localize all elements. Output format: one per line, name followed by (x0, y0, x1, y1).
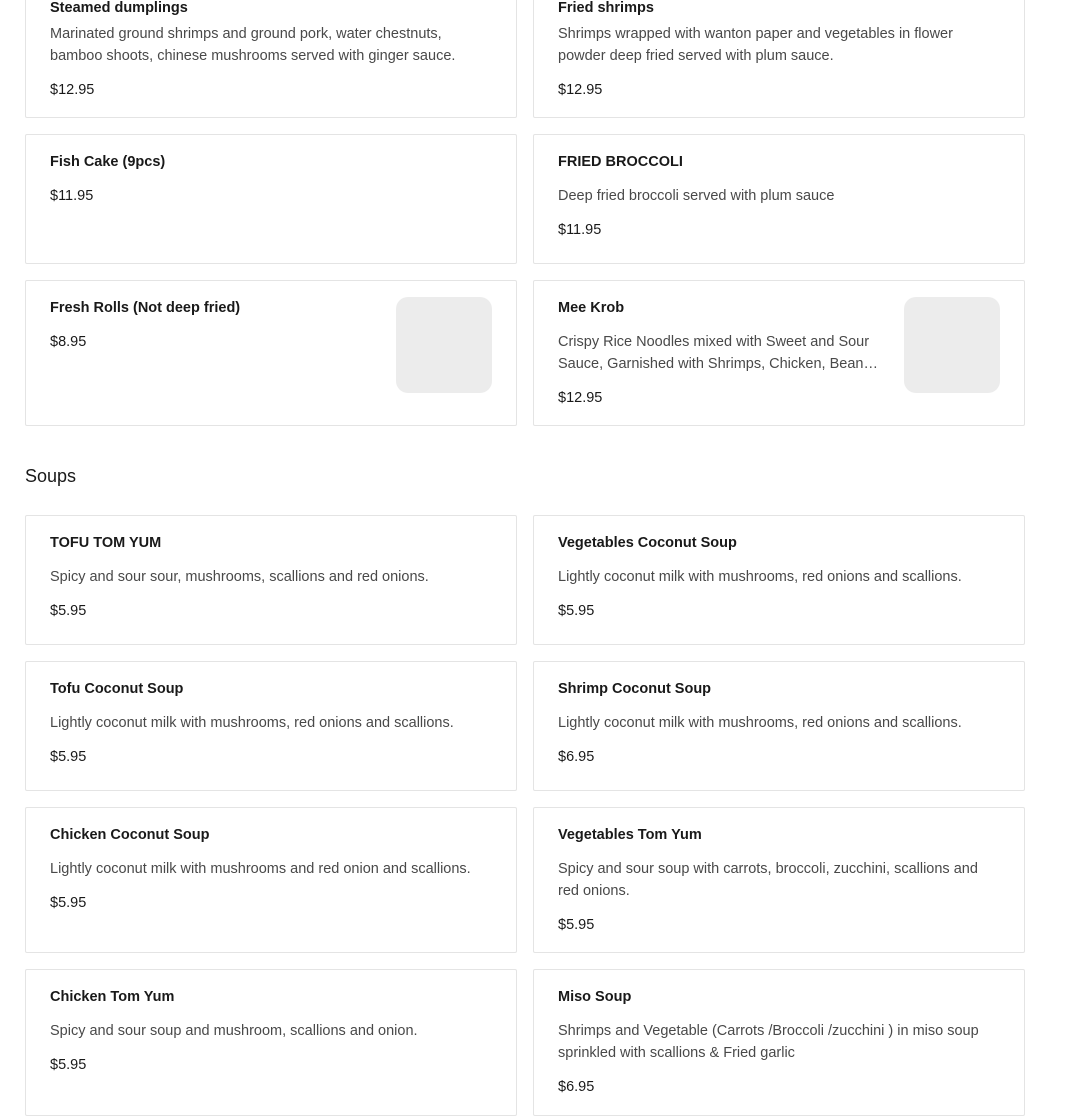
item-description: Crispy Rice Noodles mixed with Sweet and Sour Sauce, Garnished with Shrimps, Chicken, Bean… (558, 334, 878, 372)
item-image (904, 297, 1000, 393)
menu-item-card[interactable] (533, 515, 1025, 645)
item-name: Chicken Coconut Soup (50, 827, 210, 843)
item-price: $12.95 (558, 390, 603, 406)
item-price: $5.95 (558, 603, 595, 619)
item-name: Vegetables Tom Yum (558, 827, 702, 843)
menu-item-card[interactable] (533, 807, 1025, 953)
item-name: Fresh Rolls (Not deep fried) (50, 300, 241, 316)
item-description: Lightly coconut milk with mushrooms, red onions and scallions. (558, 715, 962, 731)
item-price: $6.95 (558, 749, 595, 765)
menu-item-card[interactable] (25, 515, 517, 645)
item-description: Shrimps wrapped with wanton paper and vegetables in flower powder deep fried served with plum sauce. (558, 26, 953, 64)
item-price: $6.95 (558, 1079, 595, 1095)
item-description: Deep fried broccoli served with plum sauce (558, 188, 835, 204)
menu-item-card[interactable] (533, 969, 1025, 1116)
item-name: Fish Cake (9pcs) (50, 154, 166, 170)
menu-item-card[interactable] (533, 280, 1025, 426)
menu-item-card[interactable] (533, 134, 1025, 264)
item-name: Mee Krob (558, 300, 625, 316)
item-price: $5.95 (558, 917, 595, 933)
section-title-soups: Soups (25, 466, 77, 486)
item-image (396, 297, 492, 393)
item-price: $11.95 (558, 222, 602, 238)
menu-item-card[interactable] (25, 807, 517, 953)
menu-item-card[interactable] (25, 661, 517, 791)
menu-item-card[interactable] (533, 0, 1025, 118)
item-price: $5.95 (50, 749, 87, 765)
item-name: Tofu Coconut Soup (50, 681, 184, 697)
item-description: Marinated ground shrimps and ground pork, water chestnuts, bamboo shoots, chinese mushrooms served with ginger sauce. (50, 26, 456, 64)
item-price: $11.95 (50, 188, 94, 204)
item-name: Chicken Tom Yum (50, 989, 175, 1005)
item-description: Spicy and sour sour, mushrooms, scallions and red onions. (50, 569, 429, 585)
item-description: Spicy and sour soup and mushroom, scallions and onion. (50, 1023, 418, 1039)
item-name: Miso Soup (558, 989, 632, 1005)
item-price: $12.95 (558, 82, 603, 98)
item-price: $5.95 (50, 895, 87, 911)
item-description: Lightly coconut milk with mushrooms, red onions and scallions. (558, 569, 962, 585)
item-name: Vegetables Coconut Soup (558, 535, 737, 551)
menu-item-card[interactable] (25, 134, 517, 264)
menu-item-card[interactable] (25, 0, 517, 118)
item-name: Fried shrimps (558, 0, 654, 16)
item-price: $8.95 (50, 334, 87, 350)
item-name: TOFU TOM YUM (50, 535, 162, 551)
item-name: FRIED BROCCOLI (558, 154, 683, 170)
menu-item-card[interactable] (25, 280, 517, 426)
item-description: Shrimps and Vegetable (Carrots /Broccoli /zucchini ) in miso soup sprinkled with scallions & Fried garlic (558, 1023, 979, 1061)
item-description: Spicy and sour soup with carrots, broccoli, zucchini, scallions and red onions. (558, 861, 978, 899)
menu-item-card[interactable] (533, 661, 1025, 791)
menu-item-card[interactable] (25, 969, 517, 1116)
item-price: $5.95 (50, 603, 87, 619)
item-description: Lightly coconut milk with mushrooms and red onion and scallions. (50, 861, 471, 877)
item-price: $12.95 (50, 82, 95, 98)
item-price: $5.95 (50, 1057, 87, 1073)
item-description: Lightly coconut milk with mushrooms, red onions and scallions. (50, 715, 454, 731)
item-name: Steamed dumplings (50, 0, 188, 16)
item-name: Shrimp Coconut Soup (558, 681, 712, 697)
